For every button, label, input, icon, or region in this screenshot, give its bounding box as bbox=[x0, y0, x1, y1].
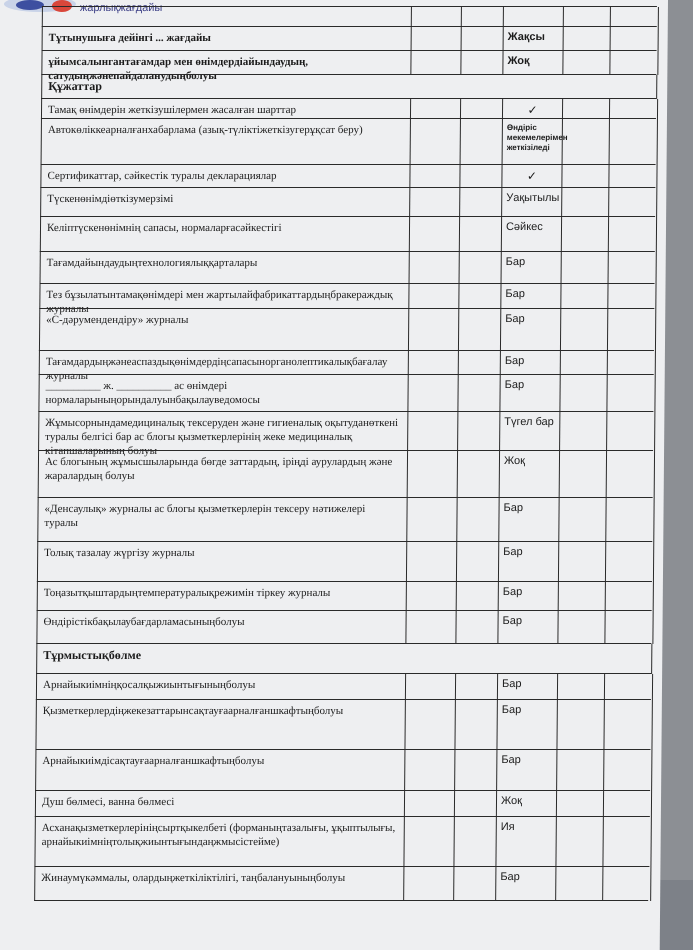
empty-cell bbox=[559, 412, 607, 451]
empty-cell bbox=[409, 188, 460, 217]
empty-cell bbox=[556, 791, 604, 817]
row-label: «С-дәрумендендіру» журналы bbox=[46, 314, 189, 326]
row-label: Арнайыкиімніңқосалқыжиынтығыныңболуы bbox=[42, 679, 256, 691]
empty-cell bbox=[607, 351, 656, 375]
table-row bbox=[39, 350, 654, 382]
empty-cell bbox=[410, 119, 461, 165]
empty-cell bbox=[457, 451, 500, 498]
table-row bbox=[40, 164, 655, 188]
empty-cell bbox=[608, 165, 657, 188]
table-row bbox=[41, 118, 656, 165]
row-value: Бар bbox=[496, 700, 556, 750]
empty-cell bbox=[409, 217, 460, 252]
table-row bbox=[41, 50, 656, 82]
empty-cell bbox=[461, 27, 504, 51]
empty-cell bbox=[559, 375, 607, 412]
table-row bbox=[38, 411, 653, 457]
empty-cell bbox=[411, 7, 462, 27]
row-value: Бар bbox=[500, 351, 560, 375]
empty-cell bbox=[410, 99, 461, 119]
row-label: Келіптүскенөнімнің сапасы, нормаларғасәйкестігі bbox=[46, 222, 282, 234]
table-row bbox=[40, 187, 655, 217]
empty-cell bbox=[406, 542, 457, 582]
table-row bbox=[41, 98, 656, 119]
empty-cell bbox=[605, 542, 654, 582]
empty-cell bbox=[609, 119, 658, 165]
empty-cell bbox=[558, 542, 606, 582]
empty-cell bbox=[561, 188, 609, 217]
empty-cell bbox=[459, 165, 502, 188]
row-value: Сәйкес bbox=[501, 217, 561, 252]
empty-cell bbox=[409, 165, 460, 188]
row-value: Бар bbox=[501, 252, 561, 284]
empty-cell bbox=[459, 252, 502, 284]
empty-cell bbox=[557, 611, 605, 644]
row-value: ✓ bbox=[501, 165, 561, 188]
table-bottom-border bbox=[34, 900, 648, 901]
empty-cell bbox=[558, 582, 606, 611]
row-label: Өндірістікбақылаубағдарламасыныңболуы bbox=[43, 616, 245, 628]
empty-cell bbox=[607, 284, 656, 309]
row-label bbox=[43, 7, 411, 27]
row-label: Толық тазалау жүргізу журналы bbox=[44, 547, 195, 559]
row-value: Жоқ bbox=[499, 451, 559, 498]
empty-cell bbox=[456, 542, 499, 582]
row-value: Жоқ bbox=[496, 791, 556, 817]
empty-cell bbox=[605, 582, 654, 611]
row-label: Құжаттар bbox=[48, 79, 103, 93]
empty-cell bbox=[560, 284, 608, 309]
table-row bbox=[40, 216, 655, 252]
empty-cell bbox=[609, 51, 658, 75]
logo-text: жарлықжағдайы bbox=[79, 2, 163, 14]
row-label: Жинаумүкəммалы, олардыңжеткіліктілігі, таңбалануыныңболуы bbox=[41, 872, 346, 884]
empty-cell bbox=[407, 412, 458, 451]
row-value: Жақсы bbox=[503, 27, 563, 51]
row-edge bbox=[650, 644, 652, 674]
row-value: Бар bbox=[498, 542, 558, 582]
empty-cell bbox=[562, 119, 610, 165]
empty-cell bbox=[610, 7, 659, 27]
table-row bbox=[35, 699, 650, 750]
row-value: Түгел бар bbox=[499, 412, 559, 451]
empty-cell bbox=[555, 817, 603, 867]
empty-cell bbox=[404, 750, 455, 791]
empty-cell bbox=[563, 27, 611, 51]
empty-cell bbox=[408, 351, 459, 375]
empty-cell bbox=[606, 451, 655, 498]
empty-cell bbox=[556, 750, 604, 791]
empty-cell bbox=[406, 498, 457, 542]
table-row bbox=[35, 749, 650, 791]
row-value: Ия bbox=[495, 817, 555, 867]
table-row bbox=[39, 308, 654, 351]
row-label: __________ ж. __________ ас өнімдері нормаларыныңорындалуынбақылауведомосы bbox=[45, 380, 260, 406]
row-value: Бар bbox=[498, 498, 558, 542]
row-label: Тұтынушыға дейінгі ... жағдайы bbox=[48, 32, 211, 44]
empty-cell bbox=[605, 498, 654, 542]
empty-cell bbox=[453, 867, 496, 901]
empty-cell bbox=[555, 867, 603, 901]
row-label: Түскенөнімдіөткізумерзімі bbox=[47, 193, 174, 205]
row-value: ✓ bbox=[502, 99, 562, 119]
empty-cell bbox=[560, 351, 608, 375]
empty-cell bbox=[458, 284, 501, 309]
empty-cell bbox=[459, 188, 502, 217]
empty-cell bbox=[457, 375, 500, 412]
empty-cell bbox=[603, 791, 652, 817]
empty-cell bbox=[455, 611, 498, 644]
empty-cell bbox=[459, 217, 502, 252]
row-value: Жоқ bbox=[502, 51, 562, 75]
row-edge bbox=[655, 75, 657, 99]
empty-cell bbox=[409, 252, 460, 284]
row-label: Автокөліккеарналғанхабарлама (азық-түліктіжеткізугерұқсат беру) bbox=[47, 124, 363, 136]
empty-cell bbox=[562, 51, 610, 75]
row-label: Сертификаттар, сәйкестік туралы декларациялар bbox=[47, 170, 277, 182]
empty-cell bbox=[405, 674, 456, 700]
table-row bbox=[34, 866, 649, 901]
empty-cell bbox=[557, 674, 605, 700]
row-label: ұйымсалынгантағамдар мен өнімдердіайындаудың, сатудыңжәнепайдаланудыңболуы bbox=[48, 56, 309, 82]
empty-cell bbox=[604, 674, 653, 700]
row-label: Тез бұзылатынтамақөнімдері мен жартылайфабрикаттардыңбракераждық журналы bbox=[46, 289, 393, 315]
row-value: Бар bbox=[499, 375, 559, 412]
row-label: Арнайыкиімдісақтауғаарналғаншкафтыңболуы bbox=[42, 755, 265, 767]
table-row bbox=[36, 610, 651, 644]
table-row bbox=[42, 6, 657, 27]
row-label: Асханақызметкерлерініңсыртқыкелбеті (форманыңтазалығы, ұқыптылығы, арнайыкиімніңтолықжиынтығындаңжмысістейме) bbox=[41, 822, 396, 848]
empty-cell bbox=[456, 498, 499, 542]
empty-cell bbox=[559, 451, 607, 498]
empty-cell bbox=[608, 217, 657, 252]
empty-cell bbox=[456, 582, 499, 611]
row-label: «Денсаулық» журналы ас блогы қызметкерлерін тексеру нәтижелері туралы bbox=[44, 503, 366, 529]
empty-cell bbox=[404, 700, 455, 750]
row-value: Бар bbox=[496, 750, 556, 791]
empty-cell bbox=[556, 700, 604, 750]
table-row bbox=[42, 26, 657, 51]
row-value: Бар bbox=[497, 674, 557, 700]
empty-cell bbox=[410, 51, 461, 75]
row-value: Бар bbox=[500, 309, 560, 351]
table-row bbox=[37, 581, 652, 611]
empty-cell bbox=[454, 700, 497, 750]
empty-cell bbox=[606, 412, 655, 451]
empty-cell bbox=[405, 611, 456, 644]
empty-cell bbox=[403, 867, 454, 901]
empty-cell bbox=[458, 351, 501, 375]
empty-cell bbox=[455, 674, 498, 700]
empty-cell bbox=[454, 791, 497, 817]
table-row bbox=[41, 74, 656, 99]
empty-cell bbox=[608, 252, 657, 284]
empty-cell bbox=[408, 284, 459, 309]
table-row bbox=[37, 497, 652, 542]
empty-cell bbox=[604, 611, 653, 644]
table-row bbox=[35, 790, 650, 817]
empty-cell bbox=[460, 99, 503, 119]
empty-cell bbox=[606, 375, 655, 412]
empty-cell bbox=[461, 7, 504, 27]
empty-cell bbox=[607, 309, 656, 351]
empty-cell bbox=[453, 817, 496, 867]
table-row bbox=[38, 450, 653, 498]
empty-cell bbox=[563, 7, 611, 27]
row-value bbox=[503, 7, 563, 27]
empty-cell bbox=[561, 165, 609, 188]
table-row bbox=[40, 251, 655, 284]
empty-cell bbox=[561, 252, 609, 284]
empty-cell bbox=[602, 867, 651, 901]
empty-cell bbox=[610, 27, 659, 51]
row-value: Бар bbox=[495, 867, 555, 901]
empty-cell bbox=[562, 99, 610, 119]
empty-cell bbox=[558, 498, 606, 542]
row-label: Душ бөлмесі, ванна бөлмесі bbox=[41, 796, 175, 808]
table-row bbox=[36, 673, 651, 700]
row-label: Тұрмыстықбөлме bbox=[43, 648, 142, 662]
table-row bbox=[39, 283, 654, 315]
row-label: Ас блогының жұмысшыларында бөгде заттардың, іріңді аурулардың және жаралардың болуы bbox=[44, 456, 393, 482]
empty-cell bbox=[403, 817, 454, 867]
empty-cell bbox=[458, 309, 501, 351]
empty-cell bbox=[603, 750, 652, 791]
empty-cell bbox=[407, 375, 458, 412]
empty-cell bbox=[608, 188, 657, 217]
empty-cell bbox=[404, 791, 455, 817]
row-value: Өндіріс мекемелерімен жеткізіледі bbox=[502, 119, 562, 165]
empty-cell bbox=[603, 700, 652, 750]
empty-cell bbox=[561, 217, 609, 252]
row-label: Тамақ өнімдерін жеткізушілермен жасалған шарттар bbox=[47, 104, 297, 116]
row-label: Қызметкерлердіңжекезаттарынсақтауғаарналғаншкафтыңболуы bbox=[42, 705, 344, 717]
empty-cell bbox=[407, 451, 458, 498]
row-label: Тағамдардыңжәнеаспаздықөнімдердіңсапасынорганолептикалықбағалау журналы bbox=[45, 356, 388, 382]
empty-cell bbox=[411, 27, 462, 51]
row-label: Тағамдайындаудыңтехнологиялыққарталары bbox=[46, 257, 258, 269]
row-label: Тоңазытқыштардыңтемпературалықрежимін тіркеу журналы bbox=[43, 587, 331, 599]
empty-cell bbox=[457, 412, 500, 451]
empty-cell bbox=[406, 582, 457, 611]
row-value: Бар bbox=[498, 582, 558, 611]
row-value: Бар bbox=[497, 611, 557, 644]
table-row bbox=[36, 643, 651, 674]
empty-cell bbox=[460, 51, 503, 75]
empty-cell bbox=[602, 817, 651, 867]
table-row bbox=[37, 541, 652, 582]
empty-cell bbox=[408, 309, 459, 351]
table-row bbox=[34, 816, 649, 867]
row-value: Бар bbox=[500, 284, 560, 309]
empty-cell bbox=[560, 309, 608, 351]
empty-cell bbox=[609, 99, 658, 119]
empty-cell bbox=[454, 750, 497, 791]
table-row bbox=[38, 374, 653, 412]
empty-cell bbox=[460, 119, 503, 165]
row-label: Жұмысорнындамедициналық тексеруден және гигиеналық оқытуданөткені туралы белгісі бар ас блогы қызметкерлерінің жеке медициналық кітапшаларының болуы bbox=[45, 417, 399, 457]
row-value: Уақытылы bbox=[501, 188, 561, 217]
